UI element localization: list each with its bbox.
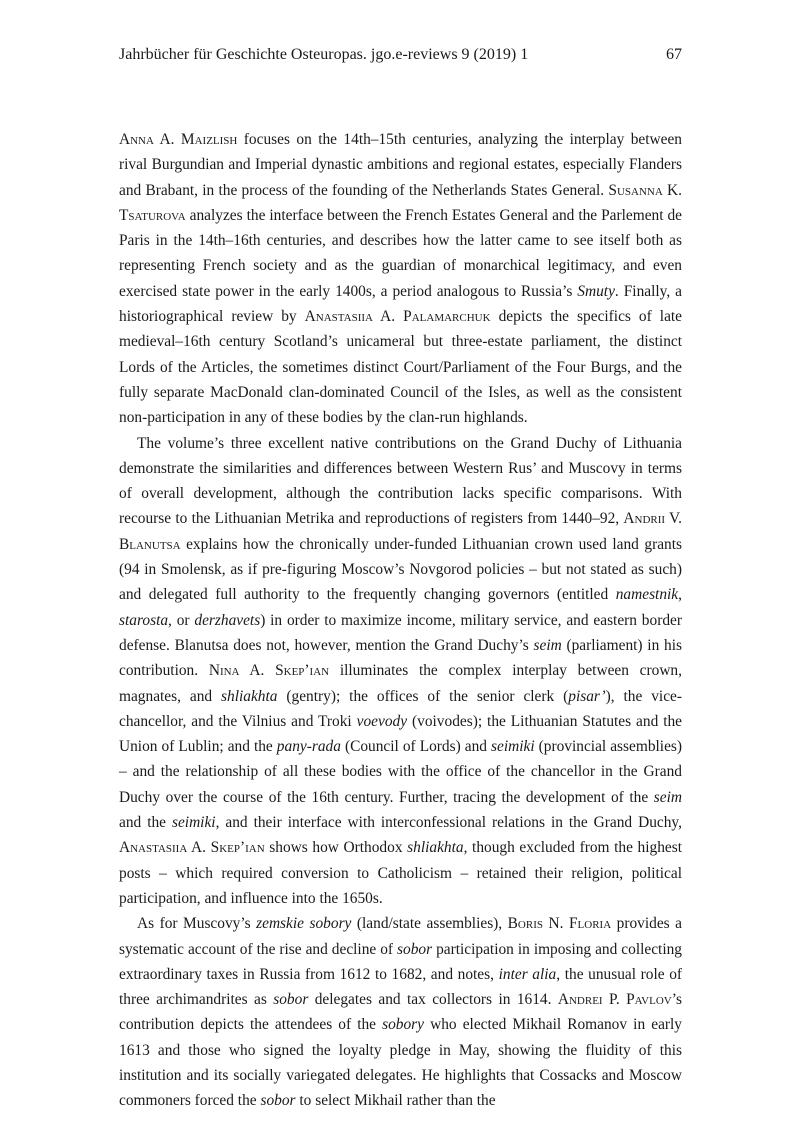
paragraph-3 [119,911,682,1113]
italic-term: sobor [397,940,433,958]
text-run: (parliament) in his contribution. [119,636,682,680]
text-run: to select Mikhail rather than the [295,1092,496,1110]
author-name: Anastasiia A. Palamarchuk [304,308,491,326]
journal-title: Jahrbücher für Geschichte Osteuropas. jgo.e-reviews 9 (2019) 1 [119,46,529,63]
italic-term: seim [653,788,682,806]
author-name: Andrei P. Pavlov [557,991,672,1009]
text-run: illuminates the complex interplay between crown, magnates, and [119,662,682,705]
italic-term: voevody [356,712,408,730]
text-run: explains how the chronically under-funded Lithuanian crown used land grants (94 in Smolensk, as if pre-figuring Moscow’s Novgorod policies – but not stated as such) and delegated full authority to the frequently changing governors (entitled [119,535,682,604]
text-run: ’s contribution depicts the attendees of the [119,991,682,1034]
text-run: . Finally, a historiographical review by [119,282,682,326]
text-run: analyzes the interface between the French Estates General and the Parlement de Paris in the 14th–16th centuries, and describes how the latter came to see itself both as representing French society and as the guardian of monarchical legitimacy, and even exercised state power in the early 1400s, a period analogous to Russia’s [119,206,682,300]
italic-term: seimiki [171,814,216,832]
italic-term: seim [533,636,562,654]
author-name: Susanna K. Tsaturova [119,181,682,224]
author-name: Nina A. Skep’ian [208,662,330,680]
italic-term: sobory [382,1016,425,1034]
text-run: provides a systematic account of the rise and decline of [119,915,682,958]
italic-term: derzhavets [194,611,261,629]
text-run: (gentry); the offices of the senior clerk ( [277,687,569,705]
italic-term: sobor [260,1092,296,1110]
text-run: participation in imposing and collecting extraordinary taxes in Russia from 1612 to 1682, and notes, [119,940,682,983]
text-run: (land/state assemblies), [351,915,508,933]
italic-term: Smuty [577,282,615,300]
italic-term: starosta [119,611,169,629]
text-run: and the [119,814,172,832]
text-run: focuses on the 14th–15th centuries, analyzing the interplay between rival Burgundian and Imperial dynastic ambitions and regional estates, especially Flanders and Brabant, in the process of the founding of the Netherlands States General. [119,131,682,199]
italic-term: shliakhta [407,839,464,857]
text-run: ) in order to maximize income, military service, and eastern border defense. Blanutsa does not, however, mention the Grand Duchy’s [119,611,682,654]
paragraph-1 [119,127,682,431]
text-run: As for Muscovy’s [137,915,257,933]
author-name: Andrii V. Blanutsa [119,510,682,553]
text-run: delegates and tax collectors in 1614. [308,991,558,1009]
page-number: 67 [666,46,682,63]
italic-term: pany-rada [276,738,341,756]
author-name: Anna A. Maizlish [119,131,238,148]
italic-term: zemskie sobory [256,915,352,933]
text-run: ), the vice-chancellor, and the Vilnius and Troki [119,687,682,730]
text-run: The volume’s three excellent native contributions on the Grand Duchy of Lithuania demonstrate the similarities and differences between Western Rus’ and Muscovy in terms of overall development, although the contribution lacks specific comparisons. With recourse to the Lithuanian Metrika and reproductions of registers from 1440–92, [119,434,682,528]
text-run: who elected Mikhail Romanov in early 1613 and those who signed the loyalty pledge in May, showing the fluidity of this institution and its socially variegated delegates. He highlights that Cossacks and Moscow commoners forced the [119,1016,682,1110]
italic-term: shliakhta [221,687,278,705]
text-run: depicts the specifics of late medieval–16th century Scotland’s unicameral but three-estate parliament, the distinct Lords of the Articles, the sometimes distinct Court/Parliament of the Four Burgs, and the fully separate MacDonald clan-dominated Council of the Isles, as well as the consistent non-participation in any of these bodies by the clan-run highlands. [119,308,683,427]
italic-term: inter alia [498,965,557,983]
text-run: , the unusual role of three archimandrites as [119,965,683,1009]
text-run: (voivodes); the Lithuanian Statutes and the Union of Lublin; and the [119,712,682,756]
author-name: Boris N. Floria [507,915,612,933]
text-run: , [678,586,682,604]
text-run: shows how Orthodox [264,839,408,857]
italic-term: sobor [273,991,309,1009]
running-header [119,44,682,66]
italic-term: pisar’ [568,687,606,705]
text-run: (provincial assemblies) – and the relationship of all these bodies with the office of the chancellor in the Grand Duchy over the course of the 16th century. Further, tracing the development of the [119,738,683,806]
italic-term: namestnik [615,586,679,604]
body-text [119,127,682,1114]
text-run: , or [168,611,195,629]
paragraph-2 [119,431,682,912]
text-run: , though excluded from the highest posts – which required conversion to Catholicism – retained their religion, political participation, and influence into the 1650s. [119,839,683,907]
text-run: , and their interface with interconfessional relations in the Grand Duchy, [215,814,682,832]
author-name: Anastasiia A. Skep’ian [119,839,265,857]
text-run: (Council of Lords) and [340,738,492,756]
italic-term: seimiki [491,738,535,756]
